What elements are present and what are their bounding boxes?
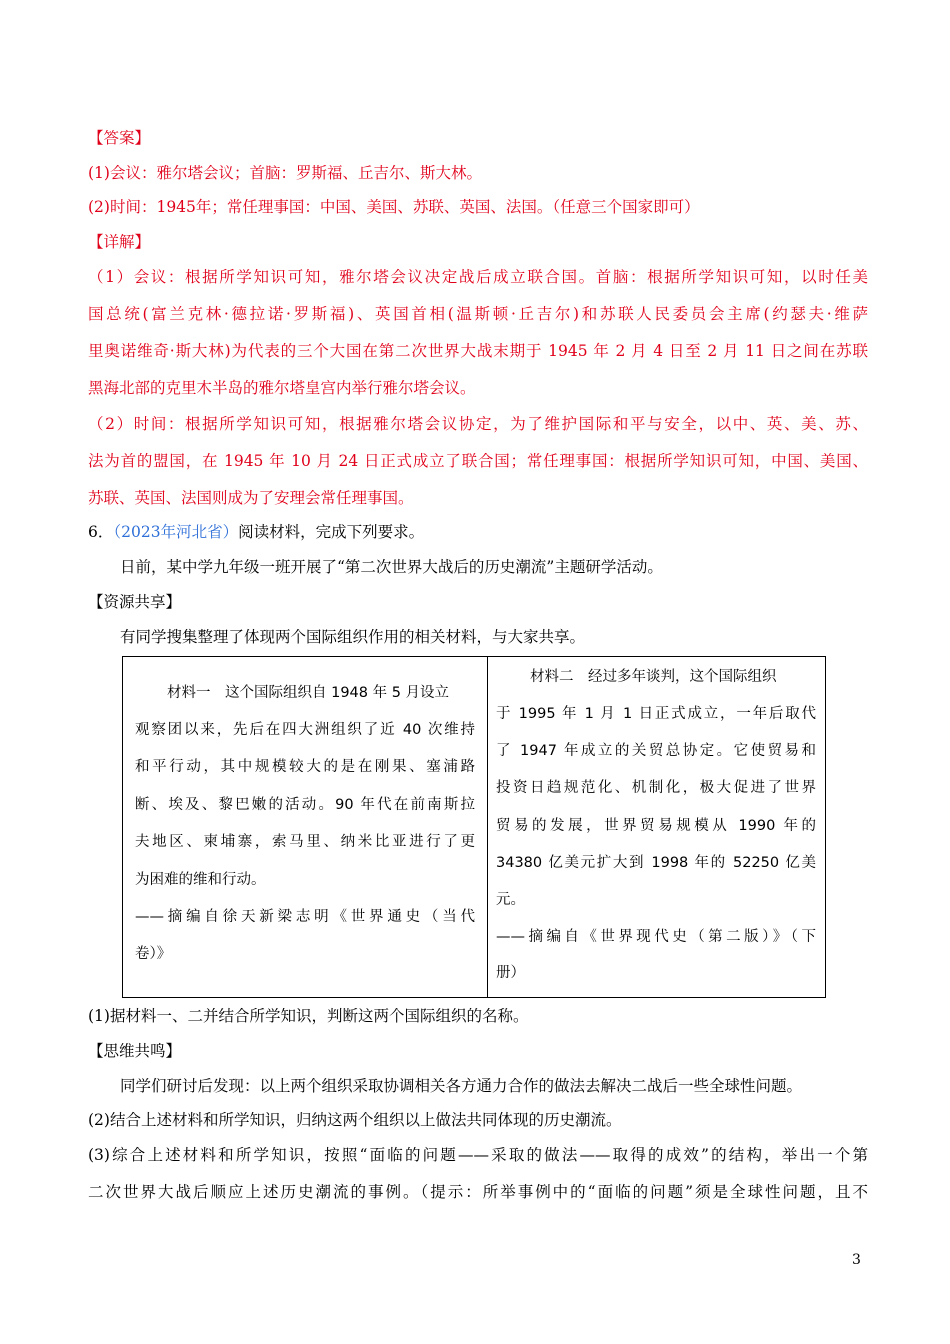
detail-para1-line: 黑海北部的克里木半岛的雅尔塔皇宫内举行雅尔塔会议。 [88, 379, 476, 397]
detail-para1-line: 国总统(富兰克林·德拉诺·罗斯福)、英国首相(温斯顿·丘吉尔)和苏联人民委员会主席(约瑟夫·维萨 [88, 305, 868, 323]
resource-intro: 有同学搜集整理了体现两个国际组织作用的相关材料，与大家共享。 [120, 628, 586, 646]
thinking-text: 同学们研讨后发现：以上两个组织采取协调相关各方通力合作的做法去解决二战后一些全球性问题。 [120, 1077, 803, 1095]
question-number: 6． [88, 523, 114, 541]
material-two-citation: 册） [496, 965, 525, 981]
material-two-cell [496, 657, 820, 997]
page-number: 3 [852, 1252, 861, 1268]
material-one-citation: ——摘编自徐天新梁志明《世界通史（当代 [135, 909, 475, 925]
material-one-cell [135, 657, 480, 997]
material-one-line: 材料一 这个国际组织自 1948 年 5 月设立 [167, 685, 450, 701]
question-1: (1)据材料一、二并结合所学知识，判断这两个国际组织的名称。 [88, 1007, 529, 1025]
answer-line-2: (2)时间：1945年；常任理事国：中国、美国、苏联、英国、法国。（任意三个国家即可） [88, 198, 700, 216]
question-header [88, 522, 868, 542]
question-2: (2)结合上述材料和所学知识，归纳这两个组织以上做法共同体现的历史潮流。 [88, 1111, 622, 1129]
material-two-line: 于 1995 年 1 月 1 日正式成立，一年后取代 [496, 706, 816, 722]
material-two-line: 了 1947 年成立的关贸总协定。它使贸易和 [496, 743, 816, 759]
detail-para1-line: （1）会议：根据所学知识可知，雅尔塔会议决定战后成立联合国。首脑：根据所学知识可知，以时任美 [88, 268, 868, 286]
detail-para1-line: 里奥诺维奇·斯大林)为代表的三个大国在第二次世界大战末期于 1945 年 2 月 4 日至 2 月 11 日之间在苏联 [88, 342, 868, 360]
material-two-line: 材料二 经过多年谈判，这个国际组织 [530, 669, 777, 685]
material-one-line: 观察团以来，先后在四大洲组织了近 40 次维持 [135, 722, 475, 738]
material-two-line: 投资日趋规范化、机制化，极大促进了世界 [496, 780, 816, 796]
material-two-citation: ——摘编自《世界现代史（第二版）》（下 [496, 929, 816, 945]
material-one-line: 和平行动，其中规模较大的是在刚果、塞浦路 [135, 759, 475, 775]
material-two-line: 34380 亿美元扩大到 1998 年的 52250 亿美 [496, 855, 816, 871]
detail-para2-line: 苏联、英国、法国则成为了安理会常任理事国。 [88, 489, 414, 507]
material-two-line: 元。 [496, 892, 525, 908]
question-source: （2023年河北省） [113, 523, 239, 541]
material-one-line: 夫地区、柬埔寨，索马里、纳米比亚进行了更 [135, 834, 475, 850]
material-one-line: 断、埃及、黎巴嫩的活动。90 年代在前南斯拉 [135, 797, 475, 813]
material-one-citation: 卷）》 [135, 946, 172, 962]
question-3-line: (3)综合上述材料和所学知识，按照“面临的问题——采取的做法——取得的成效”的结构，举出一个第 [88, 1146, 868, 1164]
detail-heading: 【详解】 [88, 233, 151, 251]
materials-table [122, 656, 826, 998]
material-two-line: 贸易的发展，世界贸易规模从 1990 年的 [496, 818, 816, 834]
detail-para2-line: （2）时间：根据所学知识可知，根据雅尔塔会议协定，为了维护国际和平与安全，以中、英、美、苏、 [88, 415, 868, 433]
material-one-line: 为困难的维和行动。 [135, 872, 266, 888]
question-intro: 日前，某中学九年级一班开展了“第二次世界大战后的历史潮流”主题研学活动。 [120, 558, 663, 576]
question-3-line: 二次世界大战后顺应上述历史潮流的事例。（提示：所举事例中的“面临的问题”须是全球性问题，且不 [88, 1183, 868, 1201]
table-divider [487, 657, 488, 997]
detail-para2-line: 法为首的盟国，在 1945 年 10 月 24 日正式成立了联合国；常任理事国：根据所学知识可知，中国、美国、 [88, 452, 868, 470]
question-prompt: 阅读材料，完成下列要求。 [238, 523, 425, 541]
answer-heading: 【答案】 [88, 129, 151, 147]
thinking-heading: 【思维共鸣】 [88, 1042, 182, 1060]
answer-line-1: (1)会议：雅尔塔会议；首脑：罗斯福、丘吉尔、斯大林。 [88, 164, 482, 182]
resource-heading: 【资源共享】 [88, 593, 182, 611]
